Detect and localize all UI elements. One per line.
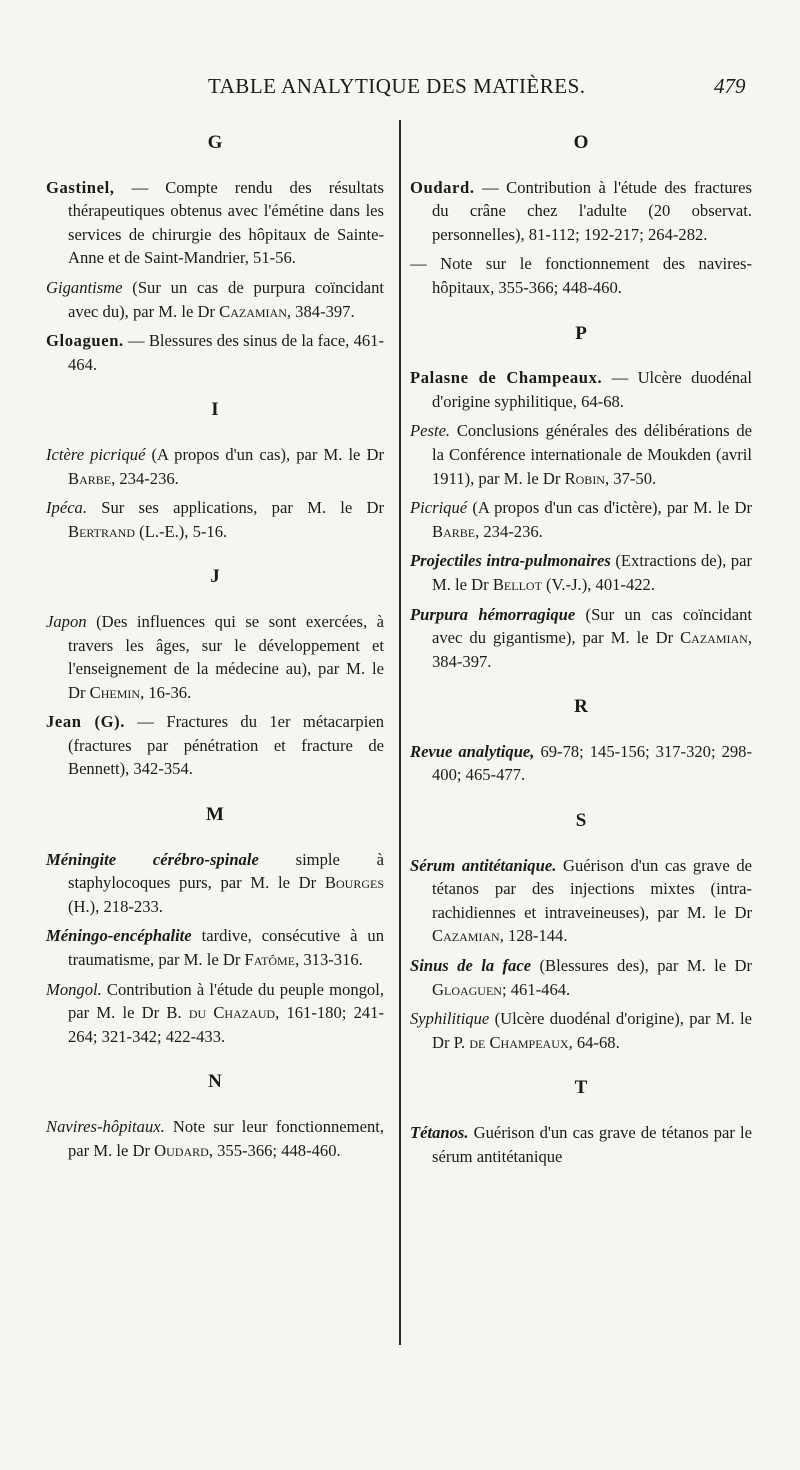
entry-text: Guérison d'un cas grave de tétanos par le sérum antitétanique <box>432 1123 752 1166</box>
entry-head: Gloaguen. <box>46 331 124 351</box>
entry-head: Méningo-encéphalite <box>46 926 192 946</box>
column-divider <box>399 120 401 1345</box>
index-entry-jean <box>46 710 384 781</box>
index-entry-ipeca <box>46 496 384 543</box>
entry-pages: , 64-68. <box>568 1032 620 1052</box>
entry-text: (Sur un cas coïncidant avec du gigantisme), par M. le Dr <box>432 604 752 648</box>
entry-head: Japon <box>46 611 87 631</box>
author-name: Barbe <box>432 521 476 541</box>
entry-pages: , 234-236. <box>111 468 179 488</box>
entry-text: — Fractures du 1er métacarpien (fractures par pénétration et fracture de Bennett), 342-354. <box>68 712 384 779</box>
author-name: Bourges <box>324 873 384 893</box>
index-entry-palasne <box>410 366 752 413</box>
running-title: TABLE ANALYTIQUE DES MATIÈRES. <box>208 74 586 98</box>
index-entry-mongol <box>46 978 384 1049</box>
entry-pages: , 37-50. <box>604 468 657 488</box>
entry-head: Navires-hôpitaux. <box>46 1117 165 1136</box>
entry-head: Sinus de la face <box>410 956 532 976</box>
author-name: Bellot <box>492 574 542 594</box>
index-entry-oudard-note <box>410 252 752 299</box>
entry-head: Tétanos. <box>410 1123 469 1142</box>
index-entry-sinus <box>410 954 752 1001</box>
entry-pages: , 313-316. <box>295 950 363 970</box>
section-letter-j: J <box>210 566 220 588</box>
page-header <box>0 74 800 104</box>
entry-pages: , 234-236. <box>475 521 543 541</box>
left-column <box>46 125 384 1168</box>
author-name: Bertrand <box>68 521 136 541</box>
section-letter-n: N <box>208 1071 222 1093</box>
index-entry-meningite <box>46 848 384 919</box>
author-name: Barbe <box>68 468 112 488</box>
entry-head: Gastinel, <box>46 177 115 197</box>
entry-head: Sérum antitétanique. <box>410 855 557 875</box>
section-letter-p: P <box>575 322 587 344</box>
index-entry-ictere <box>46 443 384 490</box>
entry-text: — Compte rendu des résultats thérapeutiques obtenus avec l'émétine dans les services de chirurgie des hôpitaux de Sainte-Anne et de Saint-Mandrier, 51-56. <box>68 177 384 268</box>
entry-pages: (H.), 218-233. <box>68 896 163 916</box>
page-number: 479 <box>714 74 746 98</box>
index-entry-serum <box>410 854 752 948</box>
entry-text: Sur ses applications, par M. le Dr <box>87 498 384 518</box>
author-name: Gloaguen <box>432 979 502 999</box>
author-name: Chemin <box>89 682 141 702</box>
index-entry-gastinel <box>46 176 384 270</box>
entry-head: Oudard. <box>410 177 475 197</box>
entry-head: Ipéca. <box>46 498 87 518</box>
entry-head: Palasne de Champeaux. <box>410 368 603 388</box>
index-entry-peste <box>410 419 752 490</box>
author-name: Fatôme <box>244 950 296 970</box>
entry-text: (Ulcère duodénal d'origine), par M. le Dr P. <box>432 1009 752 1052</box>
entry-text: (A propos d'un cas d'ictère), par M. le Dr <box>467 498 752 518</box>
section-letter-r: R <box>574 696 588 718</box>
entry-text: Contribution à l'étude du peuple mongol, par M. le Dr B. <box>68 979 384 1023</box>
section-letter-s: S <box>575 810 587 832</box>
index-entry-japon <box>46 610 384 704</box>
entry-head: Gigantisme <box>46 277 123 297</box>
entry-head: Projectiles intra-pulmonaires <box>410 551 611 571</box>
entry-head: Méningite cérébro-spinale <box>46 849 259 869</box>
entry-head: Ictère picriqué <box>46 444 146 464</box>
author-name: Robin <box>564 468 605 488</box>
entry-text: — Contribution à l'étude des fractures du crâne chez l'adulte (20 observat. personnelles), 81-112; 192-217; 264-282. <box>432 177 752 244</box>
entry-pages: ; 461-464. <box>501 979 571 999</box>
index-entry-revue-analytique <box>410 740 752 787</box>
entry-text: — Note sur le fonctionnement des navires-hôpitaux, 355-366; 448-460. <box>410 254 752 297</box>
entry-text: tardive, consécutive à un traumatisme, par M. le Dr <box>68 926 384 970</box>
author-name: Cazamian <box>680 628 748 648</box>
author-name: Cazamian <box>432 926 500 946</box>
index-entry-gigantisme <box>46 276 384 323</box>
author-name: de Champeaux <box>469 1032 569 1052</box>
entry-head: Revue analytique, <box>410 741 535 761</box>
entry-text: Conclusions générales des délibérations de la Conférence internationale de Moukden (avril 1911), par M. le Dr <box>432 421 752 488</box>
entry-pages: , 128-144. <box>499 926 568 946</box>
entry-text: simple à staphylocoques purs, par M. le Dr <box>68 849 384 893</box>
entry-head: Jean (G). <box>46 712 126 732</box>
entry-text: (Extractions de), par M. le Dr <box>432 551 752 594</box>
index-entry-projectiles <box>410 549 752 596</box>
section-letter-i: I <box>211 399 219 421</box>
entry-head: Purpura hémorragique <box>410 604 576 624</box>
entry-text: (A propos d'un cas), par M. le Dr <box>145 444 384 464</box>
entry-pages: , 355-366; 448-460. <box>208 1140 341 1160</box>
index-entry-gloaguen <box>46 329 384 376</box>
entry-text: 69-78; 145-156; 317-320; 298-400; 465-477. <box>432 741 752 785</box>
entry-text: Note sur leur fonctionnement, par M. le Dr <box>68 1117 384 1160</box>
entry-text: — Ulcère duodénal d'origine syphilitique, 64-68. <box>432 368 752 411</box>
entry-text: (Blessures des), par M. le Dr <box>531 956 753 976</box>
index-entry-tetanos <box>410 1121 752 1168</box>
section-letter-t: T <box>574 1077 588 1099</box>
index-entry-oudard <box>410 176 752 247</box>
entry-text: (Des influences qui se sont exercées, à travers les âges, sur le développement et l'enseignement de la médecine au), par M. le Dr <box>68 611 384 702</box>
entry-head: Picriqué <box>410 498 468 518</box>
index-entry-picrique <box>410 496 752 543</box>
author-name: Cazamian <box>219 301 287 321</box>
author-name: du Chazaud <box>188 1003 276 1023</box>
index-entry-purpura <box>410 603 752 674</box>
entry-pages: (V.-J.), 401-422. <box>541 574 655 594</box>
entry-text: — Blessures des sinus de la face, 461-464. <box>68 331 384 374</box>
section-letter-o: O <box>573 132 589 153</box>
entry-pages: , 384-397. <box>286 301 355 321</box>
section-letter-g: G <box>207 132 223 153</box>
entry-head: Mongol. <box>46 979 102 999</box>
index-entry-syphilitique <box>410 1007 752 1054</box>
index-entry-navires-hopitaux <box>46 1115 384 1162</box>
entry-text: (Sur un cas de purpura coïncidant avec du), par M. le Dr <box>68 277 384 321</box>
entry-pages: (L.-E.), 5-16. <box>135 521 228 541</box>
entry-pages: , 384-397. <box>432 628 752 671</box>
entry-text: Guérison d'un cas grave de tétanos par des injections mixtes (intra-rachidiennes et intraveineuses), par M. le Dr <box>432 855 752 922</box>
entry-pages: , 161-180; 241-264; 321-342; 422-433. <box>68 1003 384 1046</box>
author-name: Oudard <box>154 1140 209 1160</box>
right-column <box>410 125 752 1174</box>
index-entry-meningo-encephalite <box>46 924 384 971</box>
entry-head: Syphilitique <box>410 1009 490 1029</box>
section-letter-m: M <box>206 804 224 826</box>
entry-head: Peste. <box>410 421 451 441</box>
entry-pages: , 16-36. <box>140 682 192 702</box>
